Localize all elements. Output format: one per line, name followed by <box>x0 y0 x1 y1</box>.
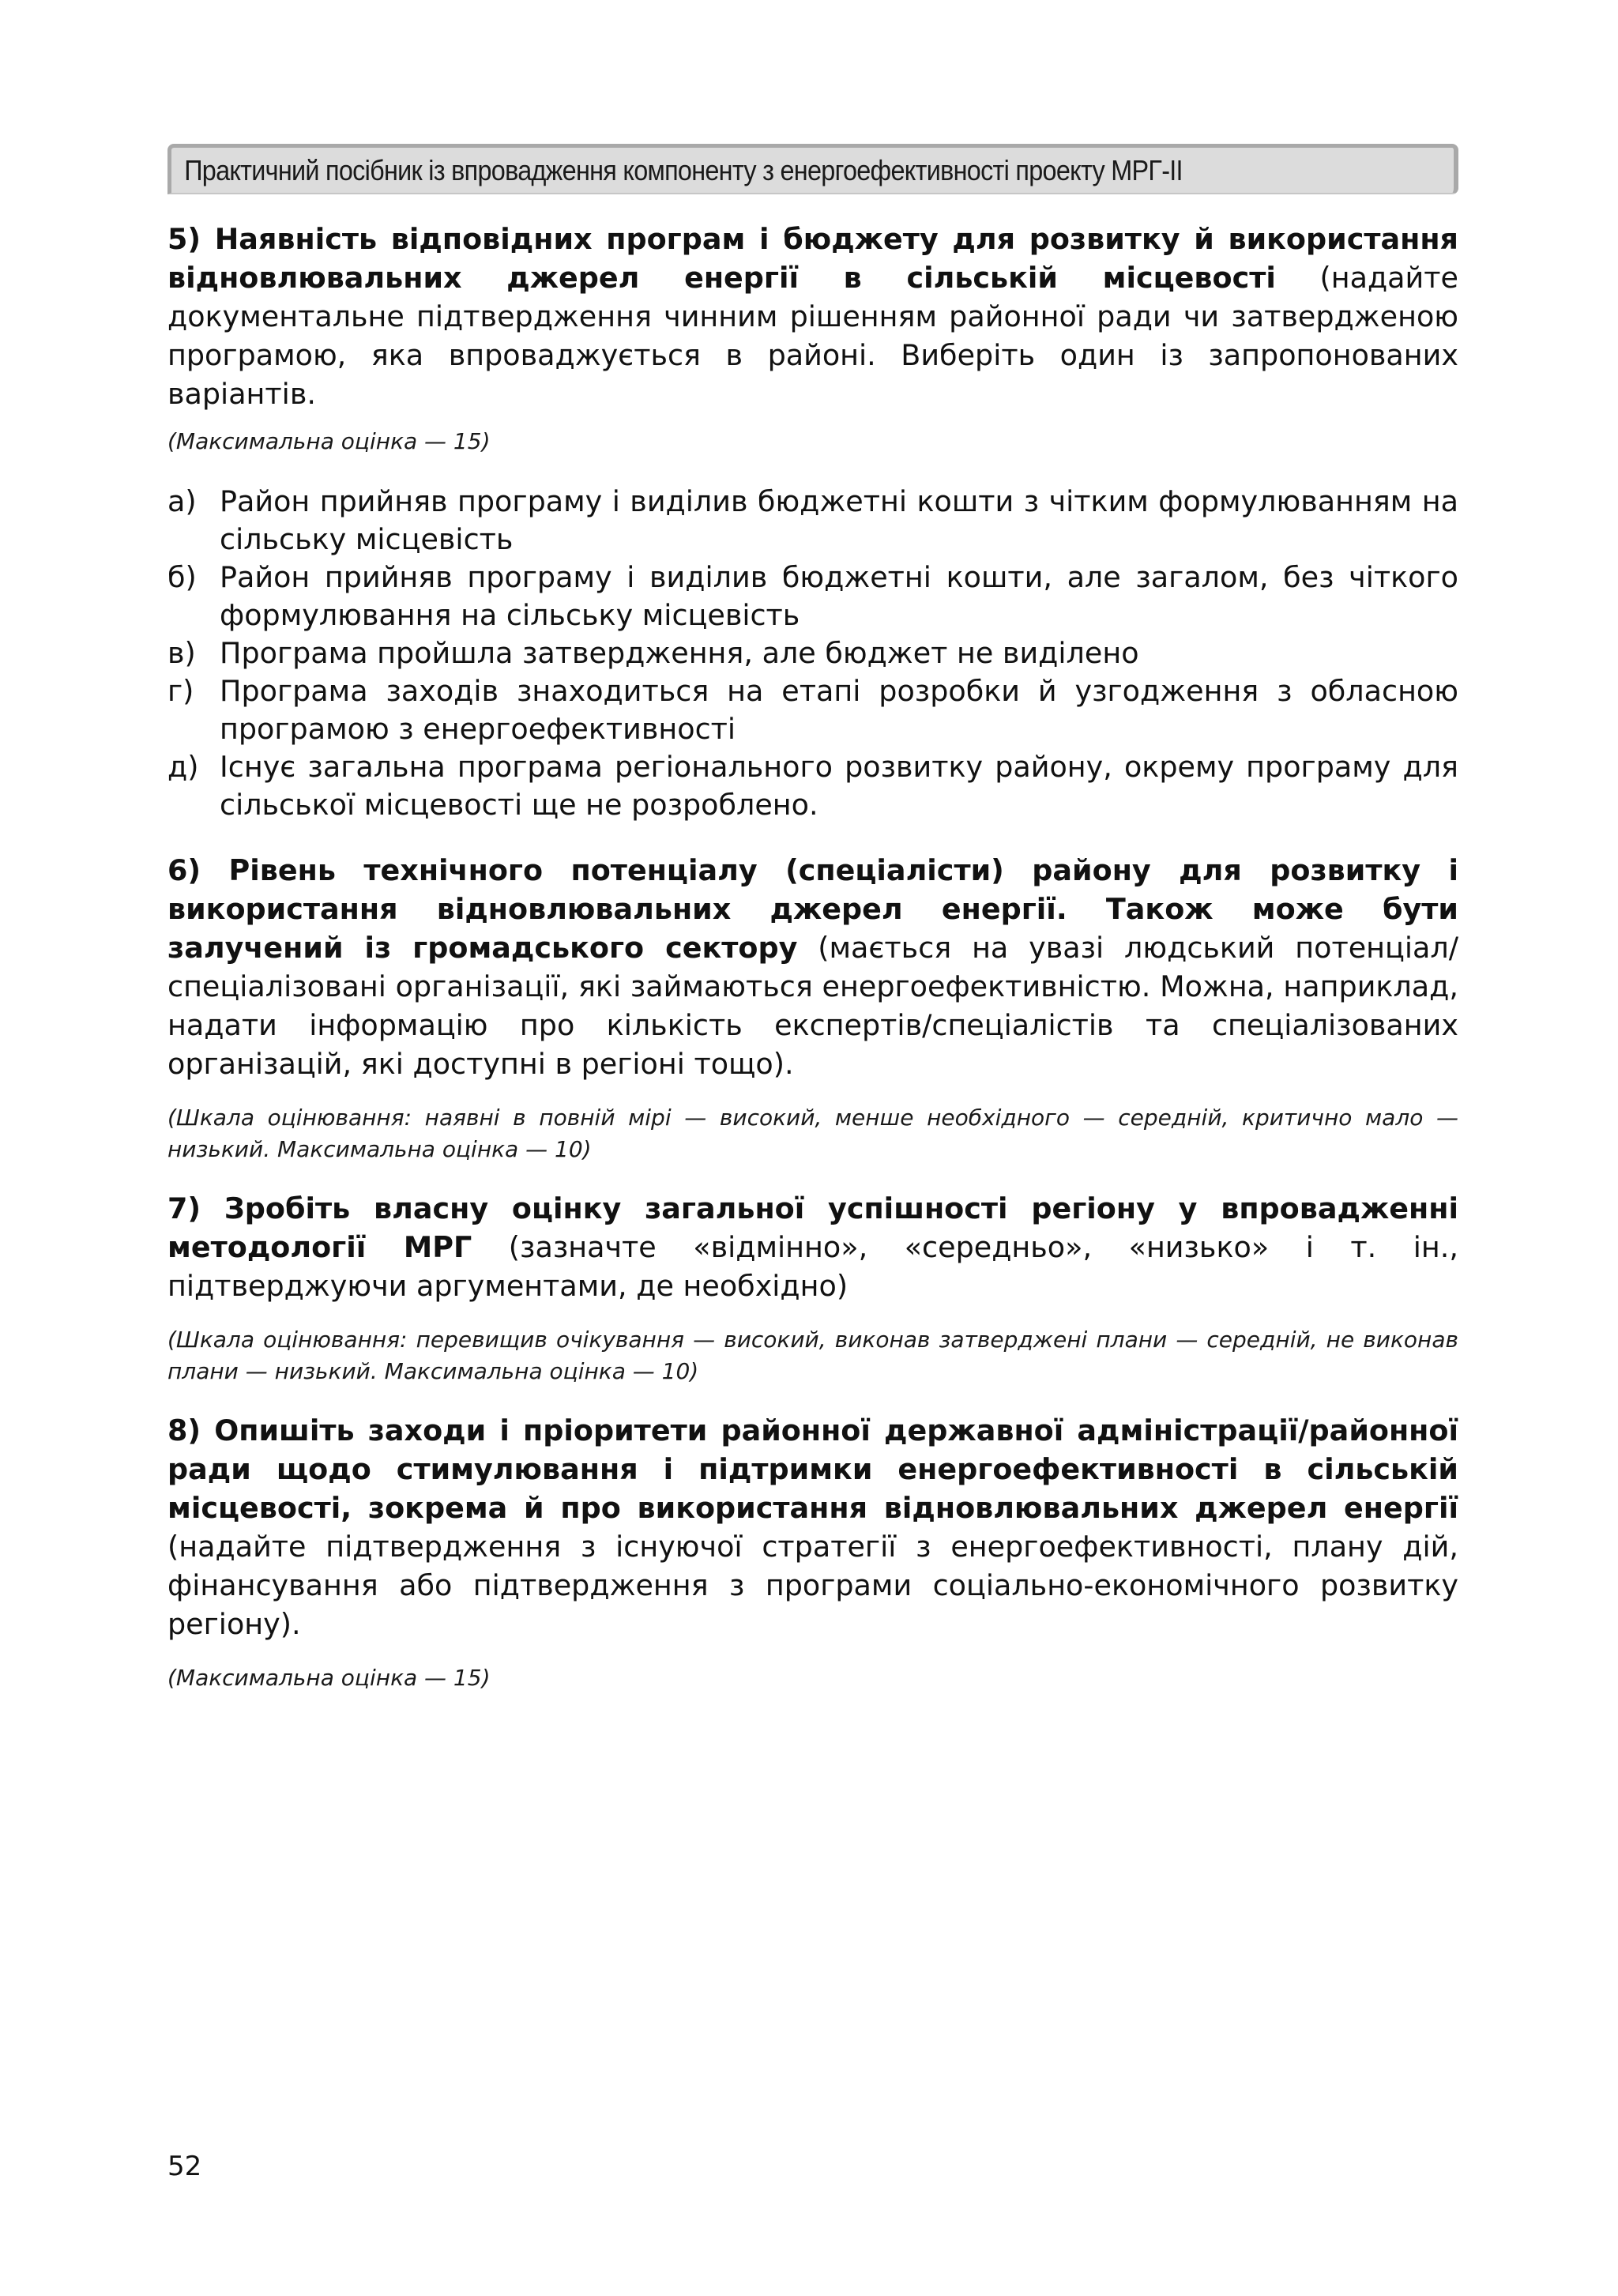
section-7-heading: 7) Зробіть власну оцінку загальної успішності регіону у впровадженні методології МРГ <box>167 1191 1458 1264</box>
section-5-question <box>167 220 1458 413</box>
running-header-title: Практичний посібник із впровадження компоненту з енергоефективності проекту МРГ-ІІ <box>184 153 1183 186</box>
list-item <box>167 634 1458 672</box>
section-6-heading: 6) Рівень технічного потенціалу (спеціалісти) району для розвитку і використання відновлювальних джерел енергії. Також може бути залучений із громадського сектору <box>167 853 1458 965</box>
option-text: Програма заходів знаходиться на етапі розробки й узгодження з обласною програмою з енергоефективності <box>220 674 1458 746</box>
option-text: Район прийняв програму і виділив бюджетні кошти, але загалом, без чіткого формулювання на сільську місцевість <box>220 560 1458 632</box>
section-7-text: (зазначте «відмінно», «середньо», «низько» і т. ін., підтверджуючи аргументами, де необхідно) <box>167 1230 1458 1303</box>
list-item <box>167 748 1458 824</box>
option-letter: а) <box>167 484 197 518</box>
list-item <box>167 483 1458 559</box>
section-6-score-note: (Шкала оцінювання: наявні в повній мірі — високий, менше необхідного — середній, критично мало — низький. Максимальна оцінка — 10) <box>167 1105 1458 1162</box>
option-letter: д) <box>167 750 199 784</box>
option-letter: в) <box>167 636 196 670</box>
page-content <box>167 220 1458 1694</box>
section-5-score-note: (Максимальна оцінка — 15) <box>167 428 491 454</box>
section-5-text: (надайте документальне підтвердження чинним рішенням районної ради чи затвердженою програмою, яка впроваджується в районі. Виберіть один із запропонованих варіантів. <box>167 261 1458 411</box>
list-item <box>167 559 1458 634</box>
section-8-heading: 8) Опишіть заходи і пріоритети районної державної адміністрації/районної ради щодо стимулювання і підтримки енергоефективності в сільській місцевості, зокрема й про використання відновлювальних джерел енергії <box>167 1413 1458 1525</box>
option-letter: г) <box>167 674 194 708</box>
page-number: 52 <box>167 2151 202 2182</box>
section-8-question <box>167 1411 1458 1643</box>
option-text: Існує загальна програма регіонального розвитку району, окрему програму для сільської місцевості ще не розроблено. <box>220 750 1458 822</box>
section-6-text: (мається на увазі людський потенціал/спеціалізовані організації, які займаються енергоефективністю. Можна, наприклад, надати інформацію про кількість експертів/спеціалістів та спеціалізованих організацій, які доступні в регіоні тощо). <box>167 931 1458 1081</box>
option-text: Програма пройшла затвердження, але бюджет не виділено <box>220 636 1139 670</box>
list-item <box>167 672 1458 748</box>
option-letter: б) <box>167 560 197 594</box>
section-8-text: (надайте підтвердження з існуючої стратегії з енергоефективності, плану дій, фінансування або підтвердження з програми соціально-економічного розвитку регіону). <box>167 1530 1458 1641</box>
running-header <box>167 144 1458 194</box>
section-6-question <box>167 851 1458 1083</box>
section-8-score-note: (Максимальна оцінка — 15) <box>167 1665 491 1691</box>
section-7-score-note: (Шкала оцінювання: перевищив очікування — високий, виконав затверджені плани — середній, не виконав плани — низький. Максимальна оцінка — 10) <box>167 1327 1458 1384</box>
section-5-heading: 5) Наявність відповідних програм і бюджету для розвитку й використання відновлювальних джерел енергії в сільській місцевості <box>167 222 1458 295</box>
option-text: Район прийняв програму і виділив бюджетні кошти з чітким формулюванням на сільську місцевість <box>220 484 1458 556</box>
section-7-question <box>167 1189 1458 1305</box>
section-5-options <box>167 483 1458 824</box>
